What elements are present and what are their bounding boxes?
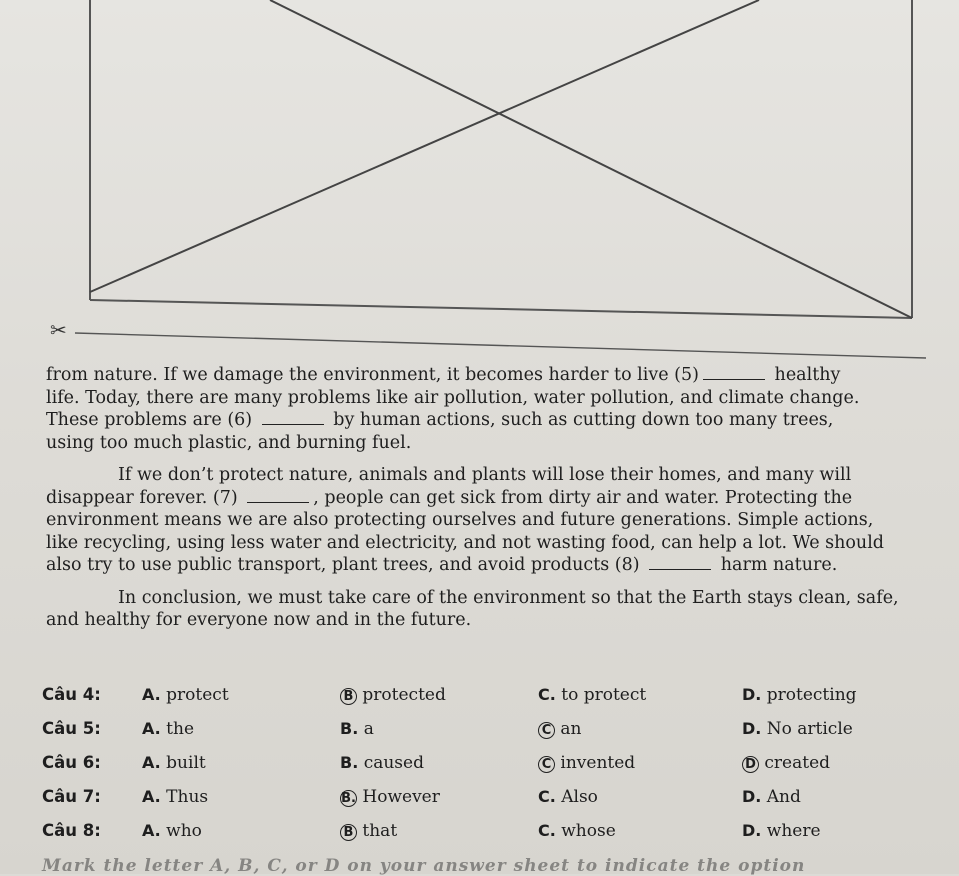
cross-line-1 [270,0,912,318]
question-5 [42,719,942,753]
paragraph-3: In conclusion, we must take care of the environment so that the Earth stays clean, safe, and healthy for everyone now and in the future. [46,587,899,630]
option-d[interactable]: D created [742,753,830,773]
blank-6[interactable] [262,410,324,425]
crossed-out-box [0,0,959,360]
question-7 [42,787,942,821]
option-d[interactable]: D. protecting [742,685,857,705]
option-c[interactable]: C. whose [538,821,616,841]
option-d[interactable]: D. No article [742,719,853,739]
option-c[interactable]: C. Also [538,787,598,807]
question-4 [42,685,942,719]
option-c[interactable]: C. to protect [538,685,647,705]
blank-5[interactable] [703,365,765,380]
reading-passage [46,364,926,632]
option-b[interactable]: B. a [340,719,374,739]
question-label: Câu 7: [42,787,101,806]
paragraph-2: If we don’t protect nature, animals and plants will lose their homes, and many will disappear forever. (7) , people can get sick from dirty air and water. Protecting the environment means we are also protecting ourselves and future generations. Simple actions, like recycling, using less water and electricity, and not wasting food, can help a lot. We should also try to use public transport, plant trees, and avoid products (8) harm nature. [46,465,884,575]
question-label: Câu 8: [42,821,101,840]
question-list [42,685,942,855]
question-8 [42,821,942,855]
instruction-text: Mark the letter A, B, C, or D on your answer sheet to indicate the option [42,856,806,876]
option-d[interactable]: D. where [742,821,821,841]
option-a[interactable]: A. the [142,719,195,739]
option-b[interactable]: B. caused [340,753,424,773]
blank-8[interactable] [649,555,711,570]
option-a[interactable]: A. Thus [142,787,209,807]
scissors-icon: ✂ [50,318,67,342]
box-bottom-edge [90,300,912,318]
option-a[interactable]: A. protect [142,685,229,705]
cross-line-2 [90,0,759,292]
option-b[interactable]: B that [340,821,397,841]
question-label: Câu 4: [42,685,101,704]
option-c[interactable]: C invented [538,753,635,773]
option-c[interactable]: C an [538,719,582,739]
paragraph-1: from nature. If we damage the environment, it becomes harder to live (5) healthy life. Today, there are many problems like air pollution, water pollution, and climate change. These problems are (6) by human actions, such as cutting down too many trees, using too much plastic, and burning fuel. [46,365,860,453]
blank-7[interactable] [247,488,309,503]
option-a[interactable]: A. built [142,753,206,773]
option-b[interactable]: B protected [340,685,446,705]
option-d[interactable]: D. And [742,787,801,807]
option-a[interactable]: A. who [142,821,202,841]
cut-line [75,333,926,358]
option-b[interactable]: B. However [341,787,440,807]
question-label: Câu 5: [42,719,101,738]
question-6 [42,753,942,787]
question-label: Câu 6: [42,753,101,772]
